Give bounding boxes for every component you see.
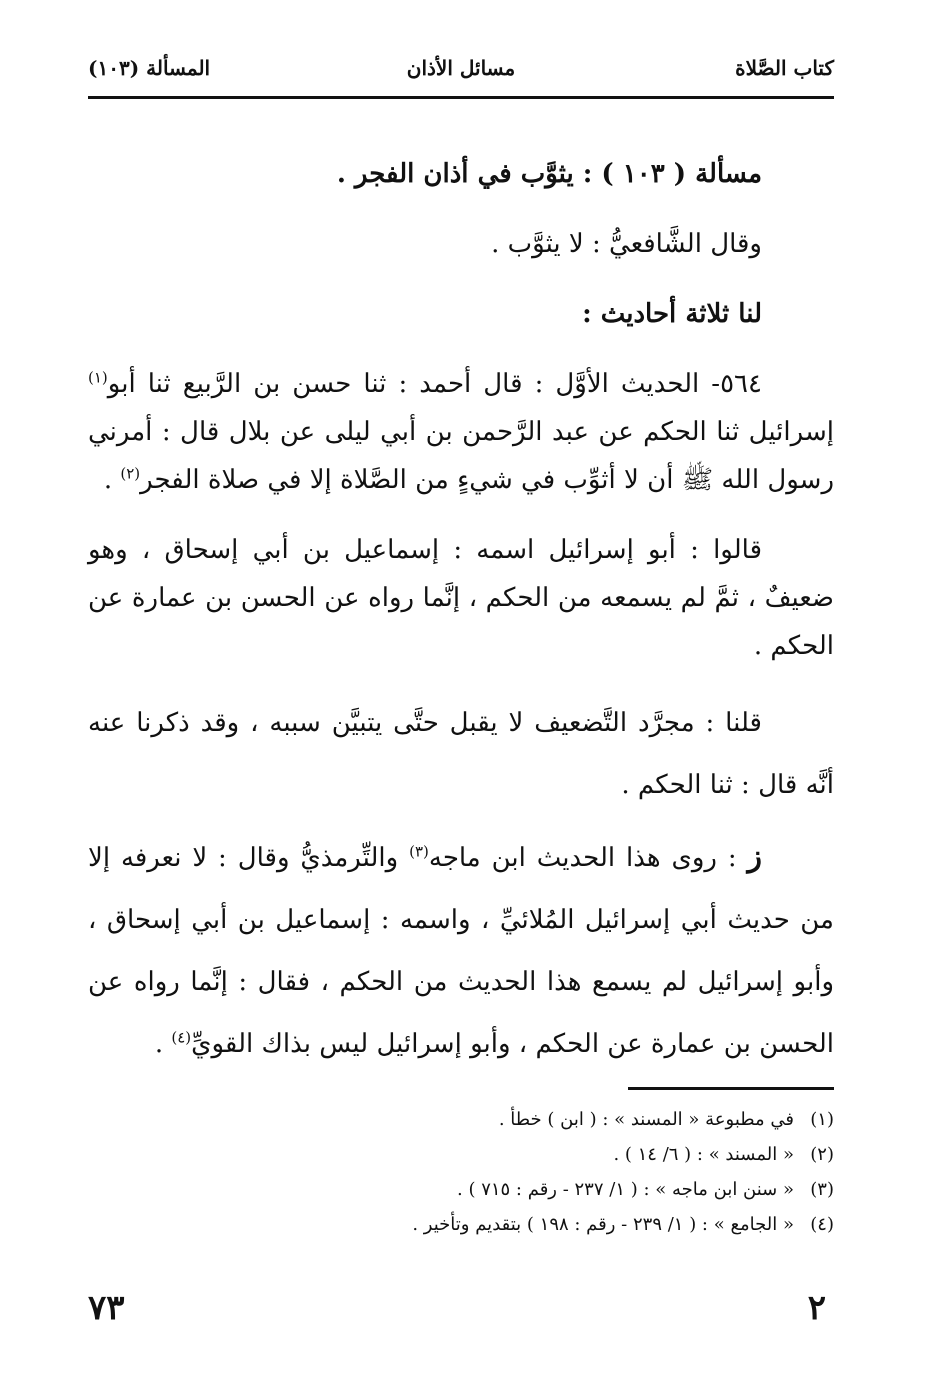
objection-text: قالوا : أبو إسرائيل اسمه : إسماعيل بن أبي إسحاق ، وهو ضعيفٌ ، ثمَّ لم يسمعه من الحكم ، إنَّما رواه عن الحسن بن عمارة عن الحكم . (88, 535, 834, 661)
footnote-text: في مطبوعة « المسند » : ( ابن ) خطأ . (498, 1109, 794, 1130)
hadith-564 (88, 360, 834, 504)
header-divider (88, 96, 834, 99)
page-number: ٧٣ (88, 1288, 125, 1328)
hadith-564-continuation: إسرائيل ثنا الحكم عن عبد الرَّحمن بن أبي ليلى عن بلال قال : أمرني رسول الله ﷺ أن لا أثوِّب في شيءٍ من الصَّلاة إلا في صلاة الفجر (88, 417, 834, 495)
three-hadiths-heading: لنا ثلاثة أحاديث : (582, 299, 762, 329)
footnote-3 (88, 1172, 834, 1207)
footnote-text: « المسند » : ( ٦/ ١٤ ) . (613, 1144, 794, 1165)
footnote-number: (٤) (810, 1214, 834, 1235)
footnotes (88, 1102, 834, 1242)
header-book-title: كتاب الصَّلاة (735, 56, 834, 80)
footnote-ref-1: (١) (88, 368, 108, 387)
objection-paragraph (88, 526, 834, 670)
zain-note-text-b: والتِّرمذيُّ وقال : لا نعرفه إلا من حديث أبي إسرائيل المُلائيِّ ، واسمه : إسماعيل بن أبي إسحاق ، وأبو إسرائيل لم يسمع هذا الحديث من الحكم ، فقال : إنَّما رواه عن الحسن بن عمارة عن الحكم ، وأبو إسرائيل ليس بذاك القويِّ (88, 843, 834, 1059)
running-header (88, 56, 834, 88)
document-page (88, 0, 834, 1391)
footnote-1 (88, 1102, 834, 1137)
zain-note-end: . (154, 1029, 172, 1059)
footnote-text: « سنن ابن ماجه » : ( ١/ ٢٣٧ - رقم : ٧١٥ ) . (457, 1179, 794, 1200)
footnote-text: « الجامع » : ( ١/ ٢٣٩ - رقم : ١٩٨ ) بتقديم وتأخير . (412, 1214, 794, 1235)
response-text: قلنا : مجرَّد التَّضعيف لا يقبل حتَّى يتبيَّن سببه ، وقد ذكرنا عنه أنَّه قال : ثنا الحكم . (88, 708, 834, 800)
shafii-opinion: وقال الشَّافعيُّ : لا يثوَّب . (491, 229, 762, 259)
zain-symbol: ز (747, 839, 762, 874)
footnote-number: (١) (810, 1109, 834, 1130)
header-issue-number: المسألة (١٠٣) (88, 56, 211, 80)
issue-title: مسألة ( ١٠٣ ) : يثوَّب في أذان الفجر . (336, 159, 762, 189)
footnote-divider (628, 1087, 834, 1090)
zain-note-paragraph (88, 826, 834, 1075)
footnote-ref-4: (٤) (171, 1028, 192, 1047)
hadith-564-end: . (103, 465, 121, 495)
hadith-564-opening: ٥٦٤- الحديث الأوَّل : قال أحمد : ثنا حسن بن الرَّبيع ثنا أبو (107, 369, 762, 399)
footnote-number: (٢) (810, 1144, 834, 1165)
footnote-ref-2: (٢) (120, 464, 141, 483)
header-chapter-title: مسائل الأذان (406, 56, 516, 80)
footnote-ref-3: (٣) (409, 842, 429, 861)
main-text (88, 150, 834, 1075)
volume-number: ٢ (807, 1288, 826, 1328)
zain-note-text-a: : روى هذا الحديث ابن ماجه (428, 843, 748, 873)
footnote-2 (88, 1137, 834, 1172)
footnote-number: (٣) (810, 1179, 834, 1200)
zain-note-indent (762, 843, 834, 873)
footnote-4 (88, 1207, 834, 1242)
response-paragraph (88, 692, 834, 816)
